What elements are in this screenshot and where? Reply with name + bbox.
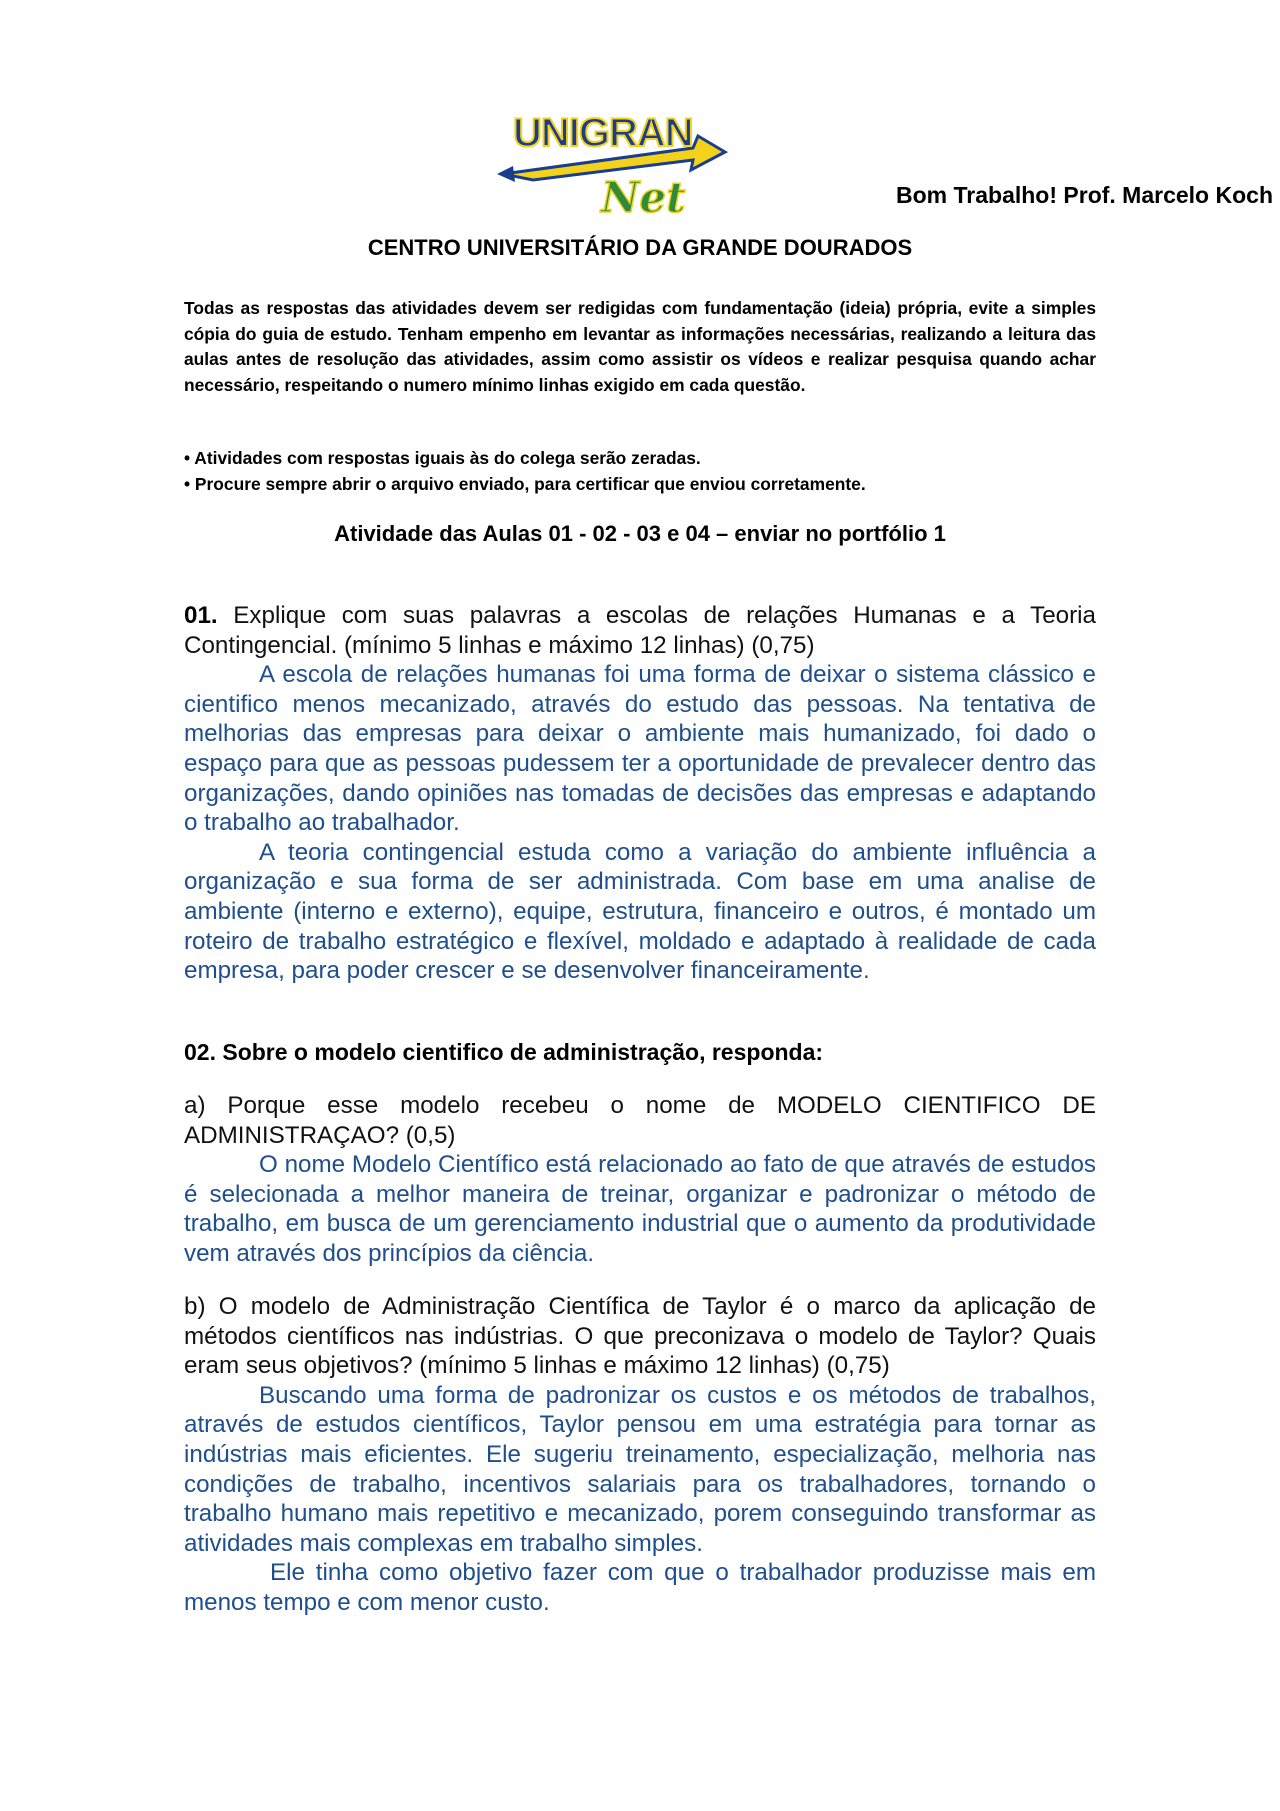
unigran-logo [493, 108, 729, 226]
question-2a-answer: O nome Modelo Científico está relacionado ao fato de que através de estudos é selecionada a melhor maneira de treinar, organizar e padronizar o método de trabalho, em busca de um gerenciamento industrial que o aumento da produtividade vem através dos princípios da ciência. [184, 1151, 1096, 1267]
logo-wordmark: UNIGRAN [513, 111, 693, 155]
question-2-heading: 02. Sobre o modelo cientifico de administração, responda: [184, 1039, 824, 1065]
question-2a [184, 1091, 1096, 1269]
question-2b-answer-2: Ele tinha como objetivo fazer com que o trabalhador produzisse mais em menos tempo e com menor custo. [184, 1559, 1096, 1616]
question-1-text: 01. Explique com suas palavras a escolas de relações Humanas e a Teoria Contingencial. (mínimo 5 linhas e máximo 12 linhas) (0,75) [184, 602, 1096, 659]
question-1 [184, 601, 1096, 986]
greeting: Bom Trabalho! Prof. Marcelo Koch [896, 182, 1273, 208]
question-1-number: 01. [184, 602, 218, 629]
question-2b-answer-1: Buscando uma forma de padronizar os custos e os métodos de trabalhos, através de estudos científicos, Taylor pensou em uma estratégia para tornar as indústrias mais eficientes. Ele sugeriu treinamento, especialização, melhoria nas condições de trabalho, incentivos salariais para os trabalhadores, tornando o trabalho humano mais repetitivo e mecanizado, porem conseguindo transformar as atividades mais complexas em trabalho simples. [184, 1381, 1096, 1557]
question-1-answer-2: A teoria contingencial estuda como a variação do ambiente influência a organização e sua forma de ser administrada. Com base em uma analise de ambiente (interno e externo), equipe, estrutura, financeiro e outros, é montado um roteiro de trabalho estratégico e flexível, moldado e adaptado à realidade de cada empresa, para poder crescer e se desenvolver financeiramente. [184, 838, 1096, 985]
rule-item: • Procure sempre abrir o arquivo enviado, para certificar que enviou corretamente. [184, 473, 866, 494]
logo-net: Net [601, 173, 686, 222]
question-2b [184, 1292, 1096, 1618]
activity-title: Atividade das Aulas 01 - 02 - 03 e 04 – enviar no portfólio 1 [334, 521, 946, 546]
question-2a-text: a) Porque esse modelo recebeu o nome de MODELO CIENTIFICO DE ADMINISTRAÇAO? (0,5) [184, 1092, 1096, 1149]
rules-list [184, 446, 1096, 497]
rule-item: • Atividades com respostas iguais às do colega serão zeradas. [184, 448, 701, 468]
question-2b-text: b) O modelo de Administração Científica de Taylor é o marco da aplicação de métodos científicos nas indústrias. O que preconizava o modelo de Taylor? Quais eram seus objetivos? (mínimo 5 linhas e máximo 12 linhas) (0,75) [184, 1293, 1096, 1380]
question-1-answer-1: A escola de relações humanas foi uma forma de deixar o sistema clássico e cientifico menos mecanizado, através do estudo das pessoas. Na tentativa de melhorias das empresas para deixar o ambiente mais humanizado, foi dado o espaço para que as pessoas pudessem ter a oportunidade de prevalecer dentro das organizações, dando opiniões nas tomadas de decisões das empresas e adaptando o trabalho ao trabalhador. [184, 661, 1096, 837]
institution-name: CENTRO UNIVERSITÁRIO DA GRANDE DOURADOS [367, 235, 913, 260]
instructions-paragraph: Todas as respostas das atividades devem ser redigidas com fundamentação (ideia) própria, evite a simples cópia do guia de estudo. Tenham empenho em levantar as informações necessárias, realizando a leitura das aulas antes de resolução das atividades, assim como assistir os vídeos e realizar pesquisa quando achar necessário, respeitando o numero mínimo linhas exigido em cada questão. [184, 298, 1096, 395]
